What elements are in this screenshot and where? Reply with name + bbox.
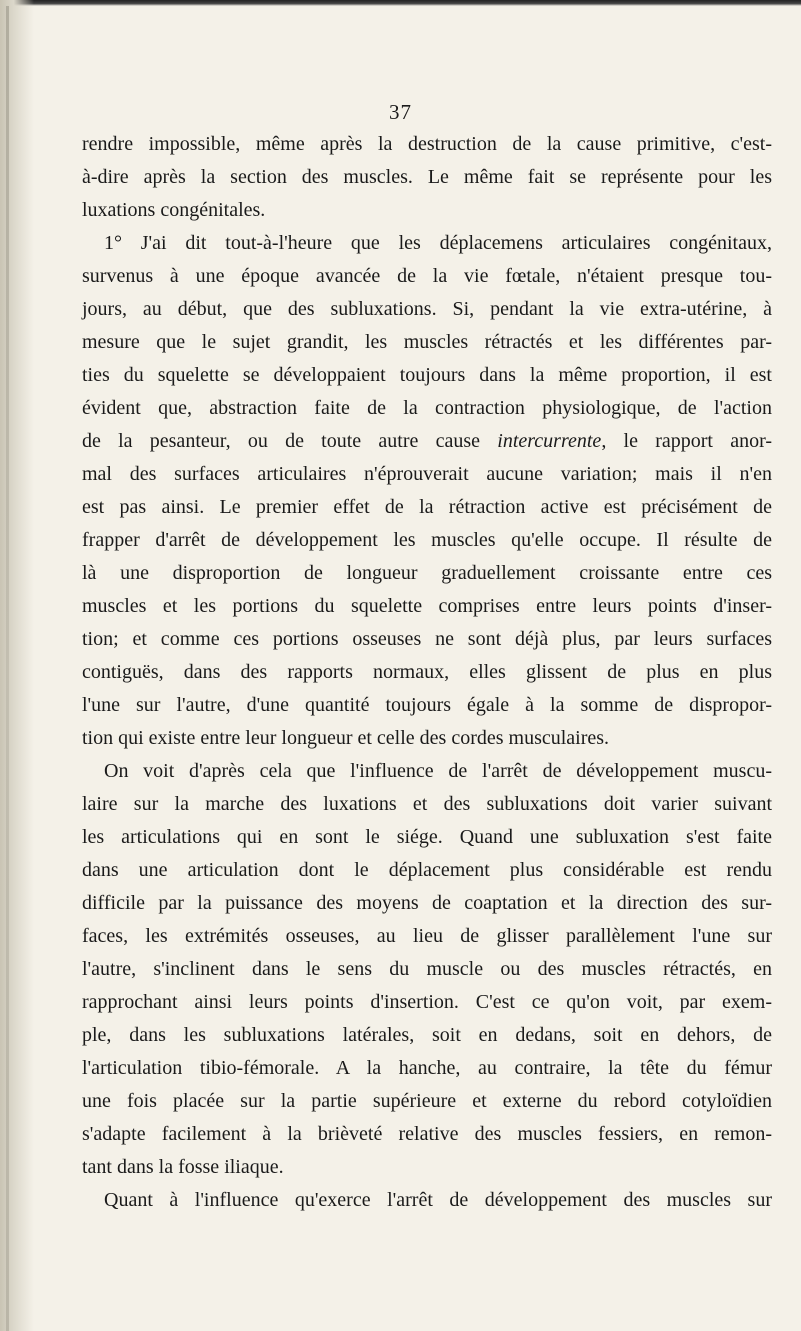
- text-line: tion qui existe entre leur longueur et celle des cordes musculaires.: [82, 727, 610, 749]
- text-line: mal des surfaces articulaires n'éprouverait aucune variation; mais il n'en: [82, 463, 772, 485]
- text-line: luxations congénitales.: [82, 199, 266, 221]
- text-line: survenus à une époque avancée de la vie fœtale, n'étaient presque tou-: [82, 265, 772, 287]
- text-line: est pas ainsi. Le premier effet de la rétraction active est précisément de: [82, 496, 772, 518]
- text-line: On voit d'après cela que l'influence de l'arrêt de développement muscu-: [104, 760, 772, 782]
- text-line: 1° J'ai dit tout-à-l'heure que les déplacemens articulaires congénitaux,: [104, 232, 772, 254]
- text-line: rendre impossible, même après la destruction de la cause primitive, c'est-: [82, 133, 772, 155]
- text-segment: de la pesanteur, ou de toute autre cause: [82, 430, 481, 452]
- text-line: [82, 425, 772, 458]
- text-line: une fois placée sur la partie supérieure et externe du rebord cotyloïdien: [82, 1090, 772, 1112]
- text-line: ties du squelette se développaient toujours dans la même proportion, il est: [82, 364, 772, 386]
- binding-streak: [6, 6, 9, 1331]
- text-line: tant dans la fosse iliaque.: [82, 1156, 284, 1178]
- text-line: les articulations qui en sont le siége. Quand une subluxation s'est faite: [82, 826, 772, 848]
- scan-top-edge: [0, 0, 801, 6]
- text-line: muscles et les portions du squelette comprises entre leurs points d'inser-: [82, 595, 772, 617]
- text-line: tion; et comme ces portions osseuses ne sont déjà plus, par leurs surfaces: [82, 628, 772, 650]
- text-line: évident que, abstraction faite de la contraction physiologique, de l'action: [82, 397, 772, 419]
- text-line: l'une sur l'autre, d'une quantité toujours égale à la somme de dispropor-: [82, 694, 772, 716]
- text-line: à-dire après la section des muscles. Le même fait se représente pour les: [82, 166, 772, 188]
- text-line: l'articulation tibio-fémorale. A la hanche, au contraire, la tête du fémur: [82, 1057, 772, 1079]
- text-line: jours, au début, que des subluxations. Si, pendant la vie extra-utérine, à: [82, 298, 772, 320]
- text-line: laire sur la marche des luxations et des subluxations doit varier suivant: [82, 793, 772, 815]
- text-line: contiguës, dans des rapports normaux, elles glissent de plus en plus: [82, 661, 772, 683]
- text-line: ple, dans les subluxations latérales, soit en dedans, soit en dehors, de: [82, 1024, 772, 1046]
- italic-term: intercurrente: [497, 430, 602, 452]
- page-number: 37: [389, 100, 412, 124]
- text-line: là une disproportion de longueur graduellement croissante entre ces: [82, 562, 772, 584]
- text-line: l'autre, s'inclinent dans le sens du muscle ou des muscles rétractés, en: [82, 958, 772, 980]
- text-segment: , le rapport anor-: [601, 430, 772, 452]
- body-text: [82, 128, 772, 1217]
- text-line: s'adapte facilement à la brièveté relative des muscles fessiers, en remon-: [82, 1123, 772, 1145]
- text-line: difficile par la puissance des moyens de coaptation et la direction des sur-: [82, 892, 772, 914]
- text-line: faces, les extrémités osseuses, au lieu de glisser parallèlement l'une sur: [82, 925, 772, 947]
- text-line: dans une articulation dont le déplacement plus considérable est rendu: [82, 859, 772, 881]
- text-line: frapper d'arrêt de développement les muscles qu'elle occupe. Il résulte de: [82, 529, 772, 551]
- text-line: rapprochant ainsi leurs points d'insertion. C'est ce qu'on voit, par exem-: [82, 991, 772, 1013]
- text-line: mesure que le sujet grandit, les muscles rétractés et les différentes par-: [82, 331, 772, 353]
- text-line: Quant à l'influence qu'exerce l'arrêt de développement des muscles sur: [104, 1189, 772, 1211]
